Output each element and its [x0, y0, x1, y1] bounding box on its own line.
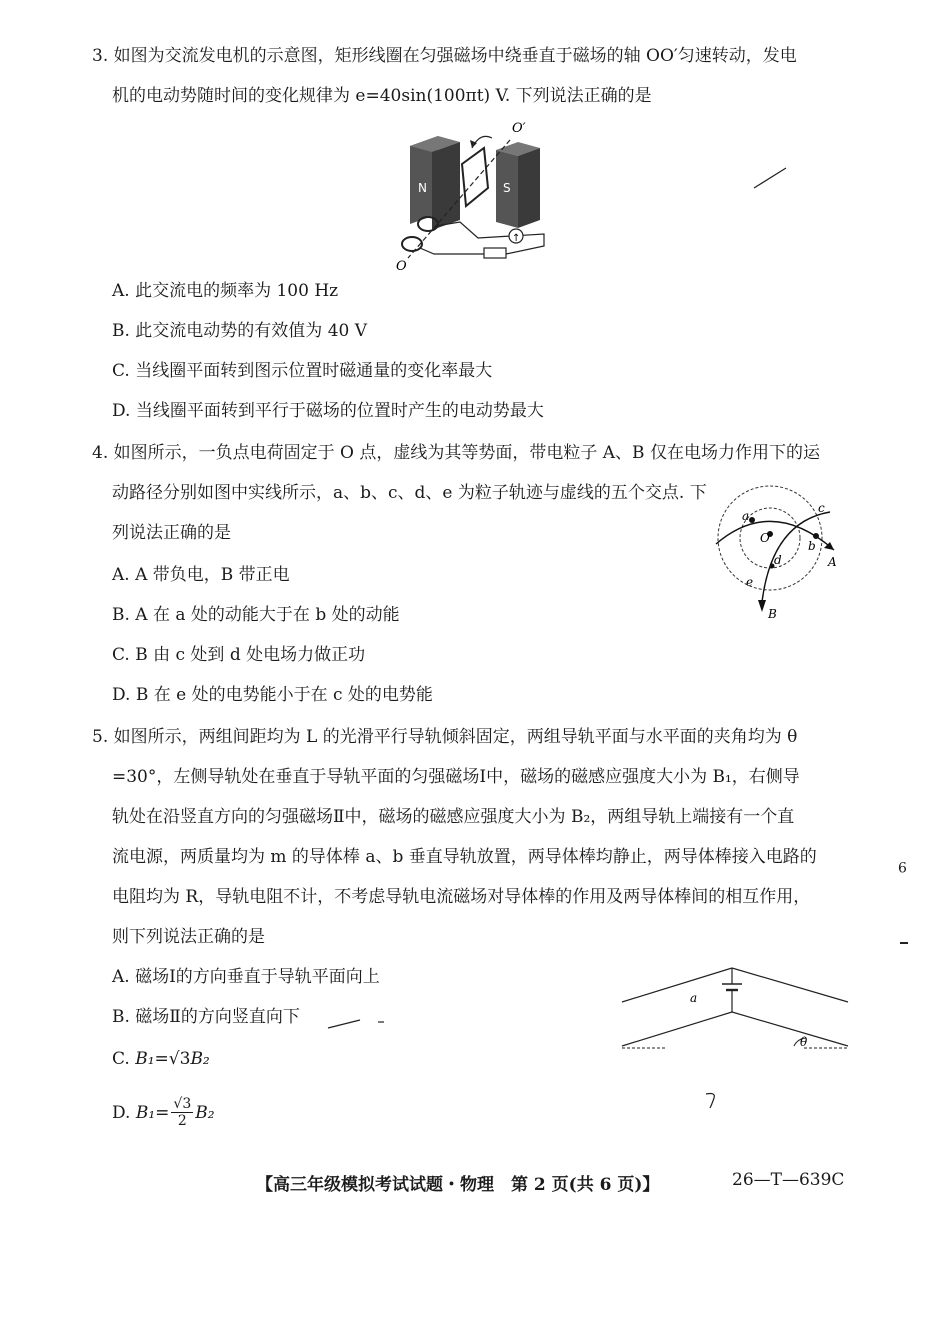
q5-rails-figure	[618, 962, 858, 1062]
q4-line-1: 4. 如图所示，一负点电荷固定于 O 点，虚线为其等势面，带电粒子 A、B 仅在电场力作用下的运	[92, 443, 820, 463]
pen-stroke-mark-2	[326, 1012, 386, 1032]
q4-line-3: 列说法正确的是	[112, 523, 231, 543]
q5-option-d-numerator: √3	[173, 1096, 192, 1112]
q4-label-A: A	[828, 555, 837, 569]
q3-option-c: C. 当线圈平面转到图示位置时磁通量的变化率最大	[112, 361, 493, 381]
q4-label-c: c	[818, 501, 825, 515]
q5-label-theta: θ	[800, 1035, 808, 1049]
q4-label-O: O	[760, 531, 770, 545]
q5-label-a: a	[690, 991, 698, 1005]
q4-label-e: e	[746, 575, 754, 589]
q5-line-4: 流电源，两质量均为 m 的导体棒 a、b 垂直导轨放置，两导体棒均静止，两导体棒接入电路的	[112, 847, 817, 867]
q5-option-c-rhs: B₂	[190, 1049, 210, 1069]
q5-line-2: =30°，左侧导轨处在垂直于导轨平面的匀强磁场Ⅰ中，磁场的磁感应强度大小为 B₁，右侧导	[112, 767, 800, 787]
q5-line-6: 则下列说法正确的是	[112, 927, 265, 947]
pen-stroke-mark	[750, 162, 790, 192]
q5-line-3: 轨处在沿竖直方向的匀强磁场Ⅱ中，磁场的磁感应强度大小为 B₂，两组导轨上端接有一个直	[112, 807, 795, 827]
q5-line-5: 电阻均为 R，导轨电阻不计，不考虑导轨电流磁场对导体棒的作用及两导体棒间的相互作用，	[112, 887, 811, 907]
q3-line-1: 3. 如图为交流发电机的示意图，矩形线圈在匀强磁场中绕垂直于磁场的轴 OO′匀速转动，发电	[92, 46, 797, 66]
q3-generator-figure	[388, 118, 558, 278]
q4-field-figure	[712, 482, 852, 622]
q3-label-S: S	[503, 181, 511, 195]
q5-option-d-denominator: 2	[177, 1113, 187, 1129]
page-footer: 【高三年级模拟考试试题・物理 第 2 页(共 6 页)】	[256, 1175, 660, 1195]
q5-option-d	[112, 1096, 215, 1129]
q4-line-2: 动路径分别如图中实线所示，a、b、c、d、e 为粒子轨迹与虚线的五个交点. 下	[112, 483, 707, 503]
q5-option-c-prefix: C.	[112, 1049, 136, 1069]
q5-option-d-prefix: D.	[112, 1102, 136, 1123]
q5-option-a: A. 磁场Ⅰ的方向垂直于导轨平面向上	[112, 967, 380, 987]
q3-line-2: 机的电动势随时间的变化规律为 e=40sin(100πt) V. 下列说法正确的是	[112, 86, 652, 106]
pen-stroke-mark-3	[702, 1090, 722, 1110]
q5-option-b: B. 磁场Ⅱ的方向竖直向下	[112, 1007, 300, 1027]
margin-mark: 9	[898, 858, 907, 874]
margin-dash	[900, 942, 908, 944]
q4-option-d: D. B 在 e 处的电势能小于在 c 处的电势能	[112, 685, 433, 705]
q4-option-b: B. A 在 a 处的动能大于在 b 处的动能	[112, 605, 400, 625]
q3-option-d: D. 当线圈平面转到平行于磁场的位置时产生的电动势最大	[112, 401, 544, 421]
exam-code: 26—T—639C	[732, 1170, 845, 1190]
q4-label-a: a	[742, 509, 750, 523]
q3-option-b: B. 此交流电动势的有效值为 40 V	[112, 321, 368, 341]
q3-label-O-prime: O′	[512, 121, 526, 136]
q5-line-1: 5. 如图所示，两组间距均为 L 的光滑平行导轨倾斜固定，两组导轨平面与水平面的夹角均为 θ	[92, 727, 798, 747]
q3-label-N: N	[418, 181, 427, 195]
q5-option-c	[112, 1048, 210, 1070]
q5-option-c-sqrt: √3	[168, 1049, 191, 1069]
q4-label-d: d	[774, 553, 782, 567]
q4-label-B: B	[768, 607, 777, 621]
q5-option-d-fraction	[171, 1096, 193, 1129]
q3-label-O: O	[396, 259, 407, 274]
q5-option-d-lhs: B₁=	[135, 1102, 170, 1123]
q4-label-b: b	[808, 539, 816, 553]
q3-option-a: A. 此交流电的频率为 100 Hz	[112, 281, 339, 301]
q4-option-a: A. A 带负电，B 带正电	[112, 565, 290, 585]
svg-text:↑: ↑	[512, 233, 521, 244]
q4-option-c: C. B 由 c 处到 d 处电场力做正功	[112, 645, 366, 665]
q5-option-c-lhs: B₁=	[135, 1049, 169, 1069]
q5-option-d-rhs: B₂	[195, 1102, 215, 1123]
